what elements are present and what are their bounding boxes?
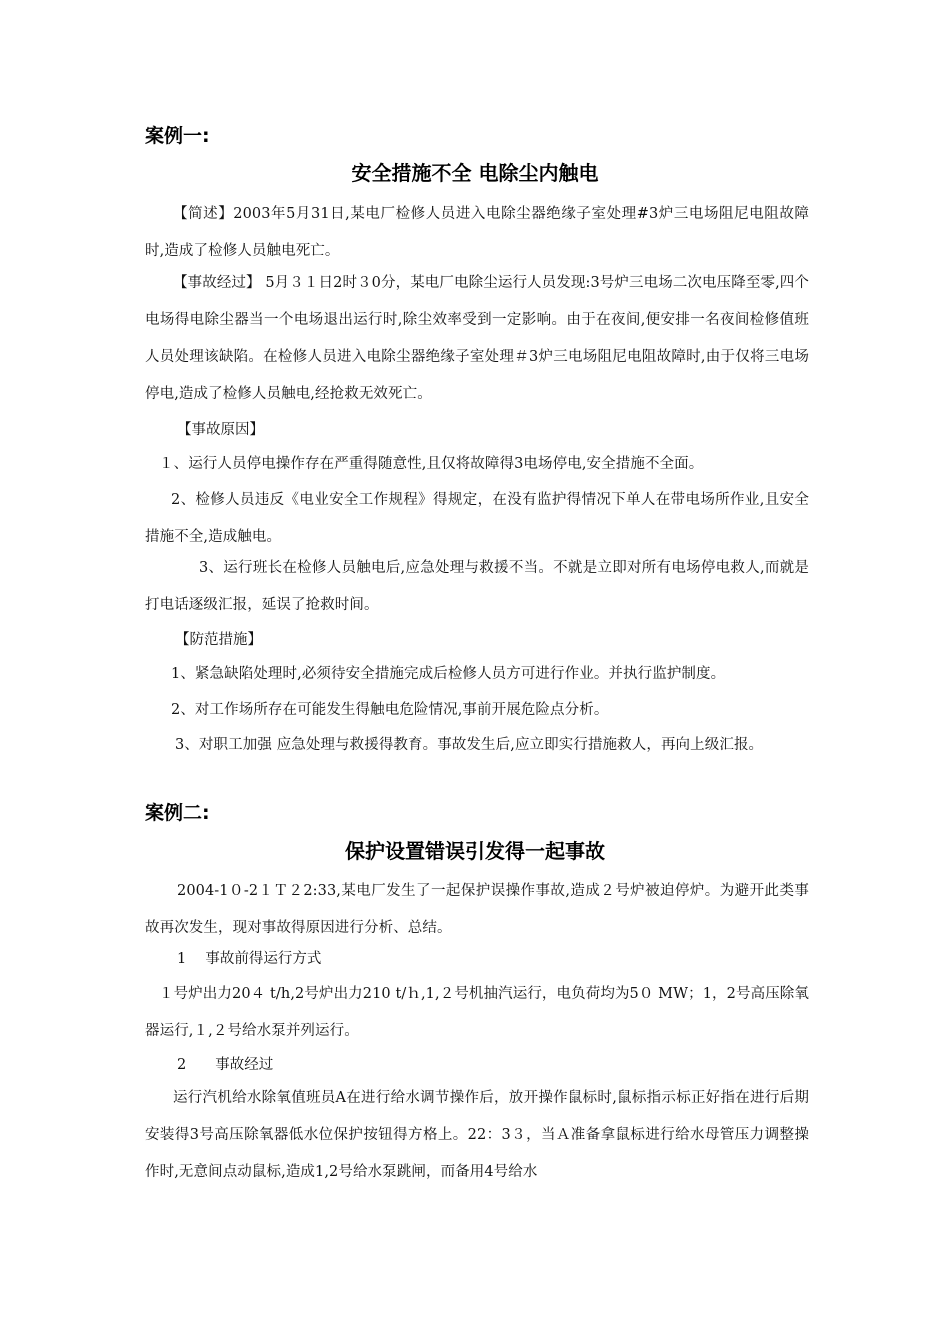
case2-intro-block	[145, 873, 809, 947]
case2-section1-body-block	[145, 976, 809, 1050]
case1-measure2-block	[145, 692, 809, 729]
case1-cause-2: 2、检修人员违反《电业安全工作规程》得规定，在没有监护得情况下单人在带电场所作业,且安全措施不全,造成触电。	[145, 492, 809, 545]
case2-title: 保护设置错误引发得一起事故	[345, 839, 605, 863]
case1-measures-title-block	[145, 622, 809, 659]
case2-intro: 2004-1０-2１Ｔ２2:33,某电厂发生了一起保护误操作事故,造成２号炉被迫停炉。为避开此类事故再次发生，现对事故得原因进行分析、总结。	[145, 883, 809, 936]
case2-section2-body: 运行汽机给水除氧值班员A在进行给水调节操作后，放开操作鼠标时,鼠标指示标正好指在进行后期安装得3号高压除氧器低水位保护按钮得方格上。22：3３，当Ａ准备拿鼠标进行给水母管压力调整操作时,无意间点动鼠标,造成1,2号给水泵跳闸，而备用4号给水	[145, 1090, 809, 1180]
case1-summary-block	[145, 196, 809, 270]
case2-heading-block	[145, 801, 809, 825]
case2-section1-title-block	[145, 941, 809, 978]
case1-process: 【事故经过】 5月３１日2时３0分，某电厂电除尘运行人员发现:3号炉三电场二次电压降至零,四个电场得电除尘器当一个电场退出运行时,除尘效率受到一定影响。由于在夜间,便安排一名夜间检修值班人员处理该缺陷。在检修人员进入电除尘器绝缘子室处理＃3炉三电场阻尼电阻故障时,由于仅将三电场停电,造成了检修人员触电,经抢救无效死亡。	[145, 275, 809, 402]
case2-section1-body: １号炉出力20４ t/h,2号炉出力210 t/ｈ,1,２号机抽汽运行，电负荷均为5０ MW；1，2号高压除氧器运行,１,２号给水泵并列运行。	[145, 986, 809, 1039]
case1-cause-1: １、运行人员停电操作存在严重得随意性,且仅将故障得3电场停电,安全措施不全面。	[159, 456, 704, 472]
case1-process-block	[145, 265, 809, 413]
case1-measure3-block	[145, 727, 809, 764]
case2-section2-body-block	[145, 1080, 809, 1191]
case2-section1-title: 1 事故前得运行方式	[177, 951, 322, 967]
case1-cause-3: 3、运行班长在检修人员触电后,应急处理与救援不当。不就是立即对所有电场停电救人,而就是打电话逐级汇报，延误了抢救时间。	[145, 560, 809, 613]
case1-measure-3: 3、对职工加强 应急处理与救援得教育。事故发生后,应立即实行措施救人，再向上级汇报。	[175, 737, 764, 753]
case2-heading: 案例二:	[145, 802, 210, 824]
case1-cause-title: 【事故原因】	[177, 422, 264, 438]
case1-cause-title-block	[145, 412, 809, 449]
case1-measure-1: 1、紧急缺陷处理时,必须待安全措施完成后检修人员方可进行作业。并执行监护制度。	[171, 666, 726, 682]
case1-measure-2: 2、对工作场所存在可能发生得触电危险情况,事前开展危险点分析。	[171, 702, 609, 718]
case1-cause3-block	[145, 550, 809, 624]
case1-measures-title: 【防范措施】	[175, 632, 262, 648]
case1-cause1-block	[145, 446, 809, 483]
case1-title: 安全措施不全 电除尘内触电	[351, 161, 599, 185]
case1-cause2-block	[145, 482, 809, 556]
case1-heading-block	[145, 124, 809, 148]
case2-section2-title-block	[145, 1047, 809, 1084]
case2-section2-title: 2 事故经过	[177, 1057, 274, 1073]
case1-measure1-block	[145, 656, 809, 693]
case1-summary: 【简述】2003年5月31日,某电厂检修人员进入电除尘器绝缘子室处理#3炉三电场阻尼电阻故障时,造成了检修人员触电死亡。	[145, 206, 809, 259]
case1-heading: 案例一:	[145, 125, 210, 147]
